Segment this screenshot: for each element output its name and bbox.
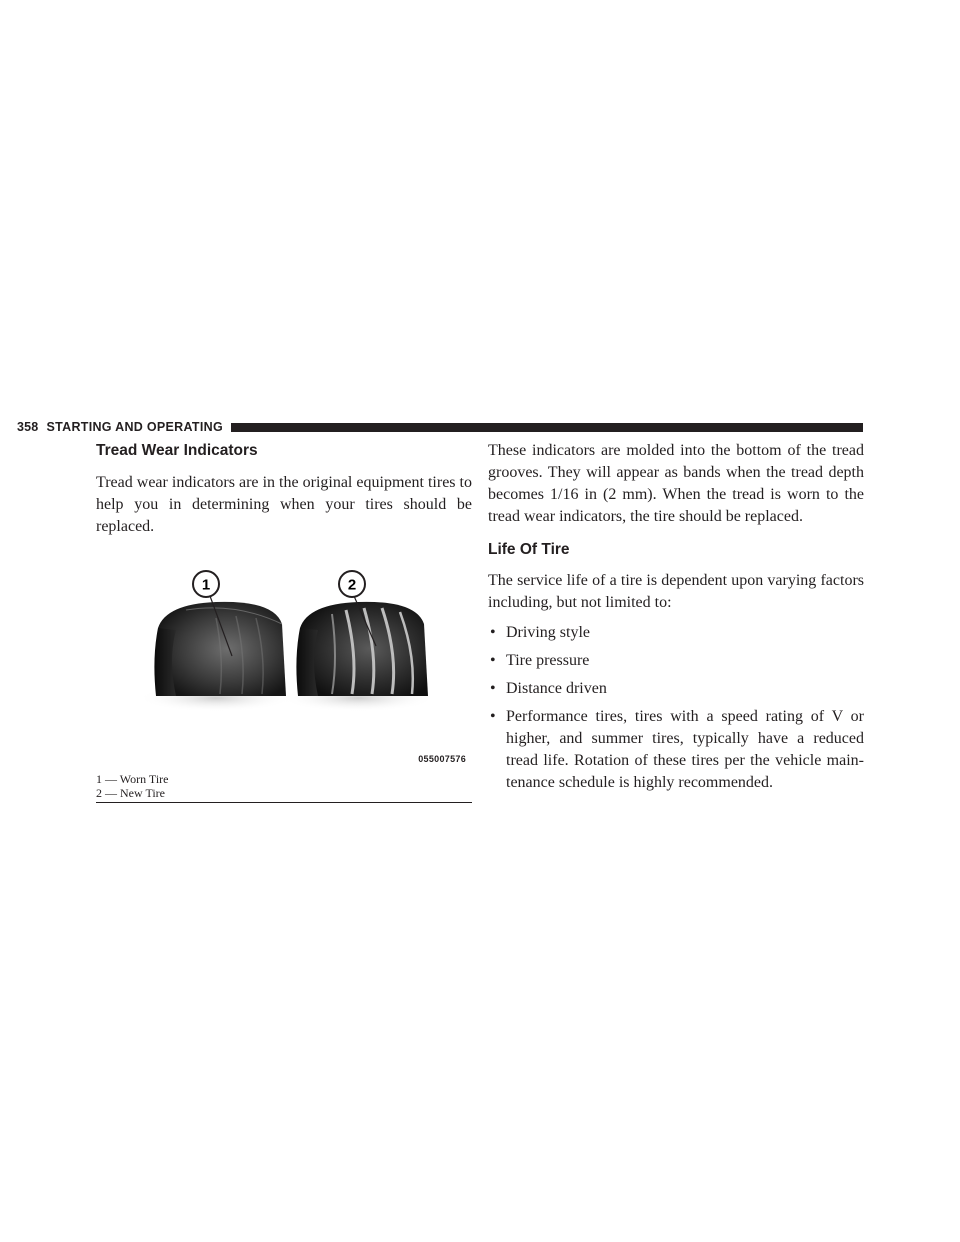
list-item xyxy=(488,650,864,672)
section-title: STARTING AND OPERATING xyxy=(46,420,223,434)
bullet-glyph: • xyxy=(490,680,496,697)
indicators-paragraph: These indicators are molded into the bottom of the tread grooves. They will appear as bands when the tread depth becomes 1/16 in (2 mm). When the tread is worn to the tread wear indicators, the tire should be replaced. xyxy=(488,442,864,525)
list-item-text: Driving style xyxy=(506,624,590,641)
tread-wear-paragraph: Tread wear indicators are in the original equipment tires to help you in determining when your tires should be replaced. xyxy=(96,474,472,535)
header-rule xyxy=(231,423,863,432)
tire-life-factors-list xyxy=(488,622,864,794)
life-of-tire-heading: Life Of Tire xyxy=(488,541,570,558)
bullet-glyph: • xyxy=(490,708,496,725)
bullet-glyph: • xyxy=(490,624,496,641)
bullet-glyph: • xyxy=(490,652,496,669)
callout-1-label: 1 xyxy=(201,576,211,594)
list-item xyxy=(488,678,864,700)
list-item xyxy=(488,706,864,794)
list-item-text: Performance tires, tires with a speed rating of V or higher, and summer tires, typically have a reduced tread life. Rotation of these tires per the vehicle main-tenance schedule is highly recommended. xyxy=(506,708,864,791)
figure-legend xyxy=(96,772,472,800)
list-item xyxy=(488,622,864,644)
worn-tire xyxy=(154,602,286,696)
page-number: 358 xyxy=(17,420,39,434)
list-item-text: Distance driven xyxy=(506,680,607,697)
right-column xyxy=(488,440,864,794)
page-header xyxy=(17,419,863,435)
tire-illustration xyxy=(96,568,472,768)
tire-figure xyxy=(96,568,472,768)
left-column xyxy=(96,440,472,803)
legend-rule xyxy=(96,802,472,803)
legend-item-new-tire: 2 — New Tire xyxy=(96,786,166,800)
callout-2-label: 2 xyxy=(347,576,357,594)
list-item-text: Tire pressure xyxy=(506,652,590,669)
figure-code: 055007576 xyxy=(418,754,466,764)
tread-wear-heading: Tread Wear Indicators xyxy=(96,442,258,459)
life-of-tire-intro: The service life of a tire is dependent upon varying factors including, but not limited to: xyxy=(488,572,864,611)
legend-item-worn-tire: 1 — Worn Tire xyxy=(96,772,169,786)
